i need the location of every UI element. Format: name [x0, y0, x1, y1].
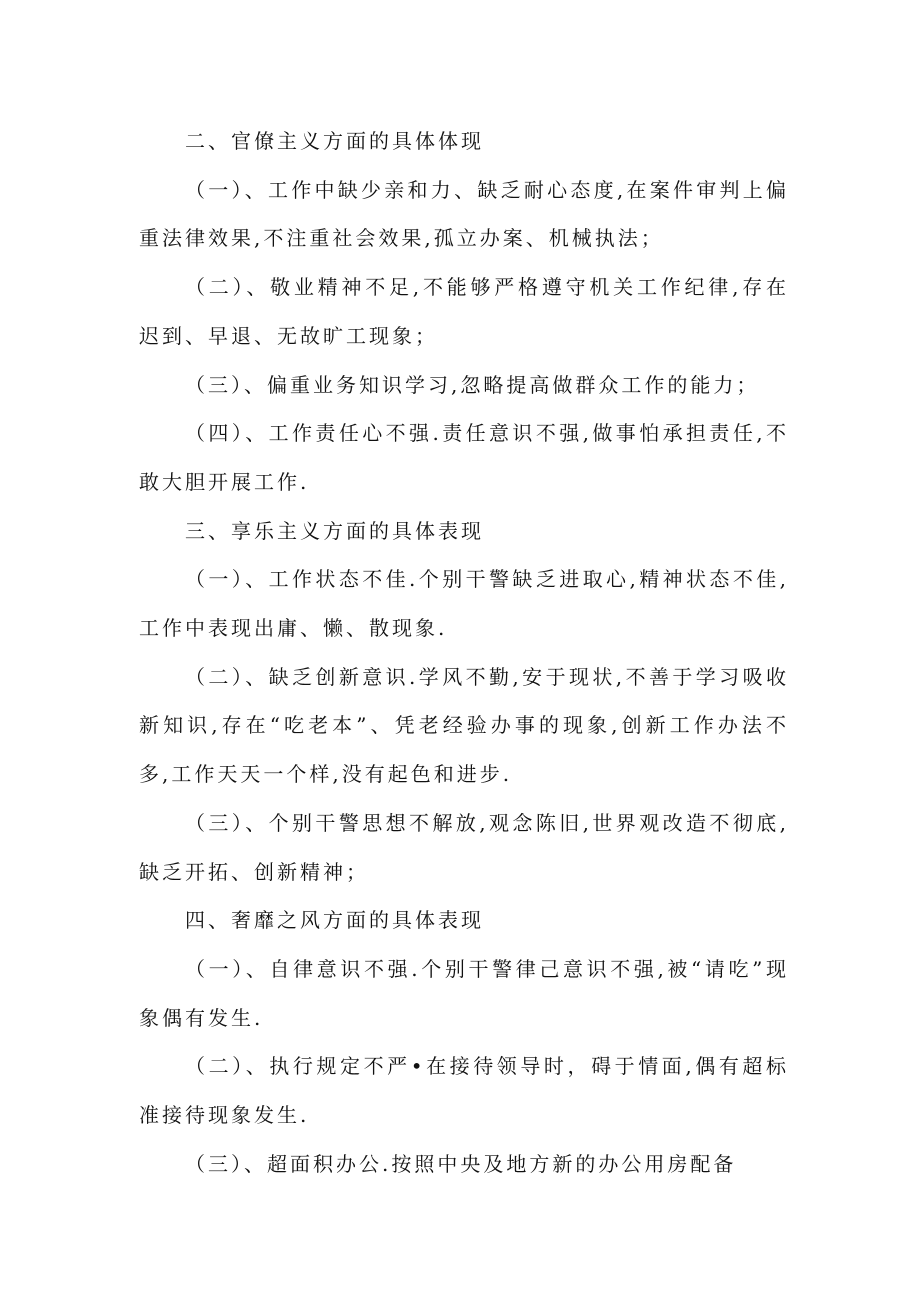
- paragraph-bureaucratism-1: （一）、工作中缺少亲和力、缺乏耐心态度,在案件审判上偏重法律效果,不注重社会效果,孤立办案、机械执法；: [139, 177, 789, 251]
- section-heading-extravagance: 四、奢靡之风方面的具体表现: [185, 908, 484, 933]
- section-heading-hedonism: 三、享乐主义方面的具体表现: [185, 518, 484, 543]
- section-heading-bureaucratism: 二、官僚主义方面的具体体现: [185, 129, 484, 153]
- paragraph-hedonism-2: （二）、缺乏创新意识.学风不勤,安于现状,不善于学习吸收新知识,存在“吃老本”、凭老经验办事的现象,创新工作办法不多,工作天天一个样,没有起色和进步.: [139, 664, 789, 787]
- paragraph-bureaucratism-3: （三）、偏重业务知识学习,忽略提高做群众工作的能力；: [185, 372, 760, 397]
- paragraph-bureaucratism-4: （四）、工作责任心不强.责任意识不强,做事怕承担责任,不敢大胆开展工作.: [139, 421, 789, 494]
- paragraph-hedonism-3: （三）、个别干警思想不解放,观念陈旧,世界观改造不彻底,缺乏开拓、创新精神；: [139, 810, 789, 884]
- paragraph-extravagance-3: （三）、超面积办公.按照中央及地方新的办公用房配备: [185, 1151, 737, 1176]
- paragraph-extravagance-2: （二）、执行规定不严•在接待领导时，碍于情面,偶有超标准接待现象发生.: [139, 1054, 789, 1128]
- document-body: [139, 117, 789, 1188]
- paragraph-extravagance-1: （一）、自律意识不强.个别干警律己意识不强,被“请吃”现象偶有发生.: [139, 956, 789, 1030]
- paragraph-bureaucratism-2: （二）、敬业精神不足,不能够严格遵守机关工作纪律,存在迟到、早退、无故旷工现象；: [139, 275, 789, 348]
- paragraph-hedonism-1: （一）、工作状态不佳.个别干警缺乏进取心,精神状态不佳,工作中表现出庸、懒、散现象.: [139, 567, 789, 641]
